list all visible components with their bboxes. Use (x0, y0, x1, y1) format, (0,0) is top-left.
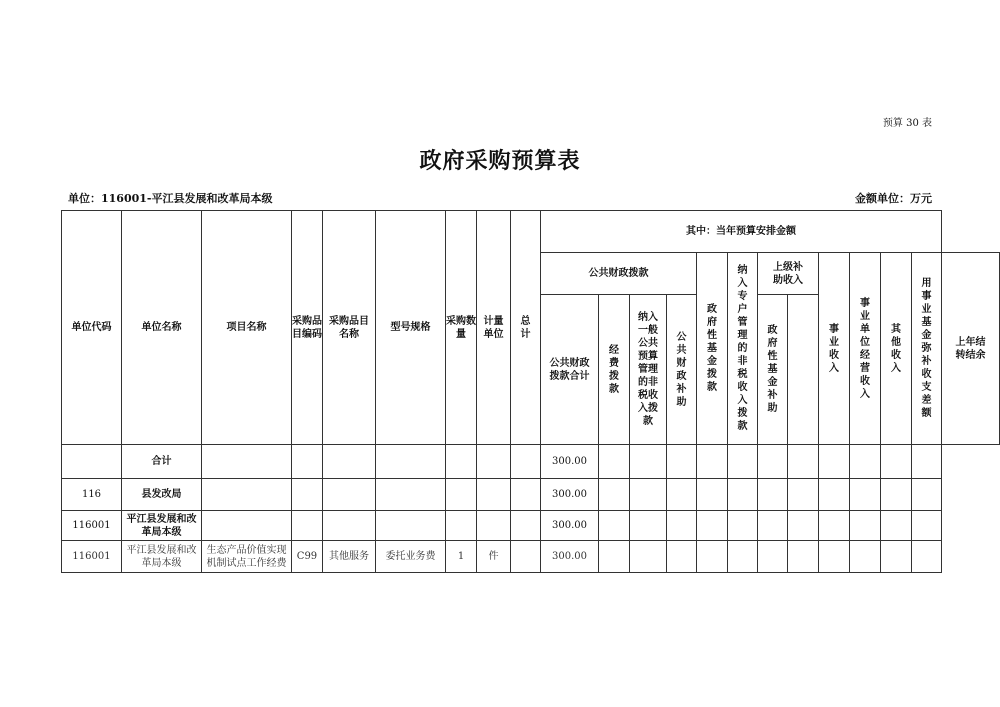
unit-name-cell: 县发改局 (122, 479, 202, 511)
header-item-name: 采购品目名称 (323, 211, 376, 445)
unit-name-cell: 合计 (122, 445, 202, 479)
table-row-item (62, 541, 1000, 573)
unit-name-cell: 平江县发展和改革局本级 (122, 511, 202, 541)
header-superior-public: 公共财政补助 (667, 295, 697, 445)
header-business-income: 事业收入 (819, 253, 850, 445)
table-row-department (62, 479, 1000, 511)
unit-code-cell: 116 (62, 479, 122, 511)
unit-code-cell: 116001 (62, 511, 122, 541)
model-cell: 委托业务费 (376, 541, 446, 573)
unit-label: 单位：116001-平江县发展和改革局本级 (68, 192, 273, 205)
header-public-finance-total: 公共财政拨款合计 (541, 295, 599, 445)
form-number: 预算 30 表 (882, 118, 932, 129)
header-other-income: 其他收入 (881, 253, 912, 445)
money-unit-label: 金额单位：万元 (855, 192, 932, 205)
header-funding: 经费拨款 (599, 295, 630, 445)
table-row-total (62, 445, 1000, 479)
public-total-cell: 300.00 (541, 541, 599, 573)
project-name-cell: 生态产品价值实现机制试点工作经费 (202, 541, 292, 573)
quantity-cell: 1 (446, 541, 477, 573)
header-quantity: 采购数量 (446, 211, 477, 445)
public-total-cell: 300.00 (541, 445, 599, 479)
item-code-cell: C99 (292, 541, 323, 573)
header-group-current-year: 其中：当年预算安排金额 (541, 211, 942, 253)
unit-code-cell (62, 445, 122, 479)
header-superior-fund: 政府性基金补助 (758, 295, 788, 445)
header-nontax-special: 纳入专户管理的非税收入拨款 (728, 253, 758, 445)
header-unit-code: 单位代码 (62, 211, 122, 445)
unit-code-cell: 116001 (62, 541, 122, 573)
header-operating-income: 事业单位经营收入 (850, 253, 881, 445)
header-item-code: 采购品目编码 (292, 211, 323, 445)
unit-name-cell: 平江县发展和改革局本级 (122, 541, 202, 573)
header-group-superior: 上级补助收入 (758, 253, 819, 295)
header-total: 总计 (511, 211, 541, 445)
procurement-budget-table (61, 210, 1000, 573)
header-carryover: 上年结转结余 (942, 253, 1000, 445)
public-total-cell: 300.00 (541, 511, 599, 541)
table-row-unit (62, 511, 1000, 541)
header-model: 型号规格 (376, 211, 446, 445)
measure-unit-cell: 件 (477, 541, 511, 573)
header-unit-name: 单位名称 (122, 211, 202, 445)
header-reserve-fund: 用事业基金弥补收支差额 (912, 253, 942, 445)
header-measure-unit: 计量单位 (477, 211, 511, 445)
item-name-cell: 其他服务 (323, 541, 376, 573)
header-nontax-general: 纳入一般公共预算管理的非税收入拨款 (630, 295, 667, 445)
header-group-public-finance: 公共财政拨款 (541, 253, 697, 295)
public-total-cell: 300.00 (541, 479, 599, 511)
header-gov-fund: 政府性基金拨款 (697, 253, 728, 445)
header-project-name: 项目名称 (202, 211, 292, 445)
page-title: 政府采购预算表 (419, 148, 581, 174)
